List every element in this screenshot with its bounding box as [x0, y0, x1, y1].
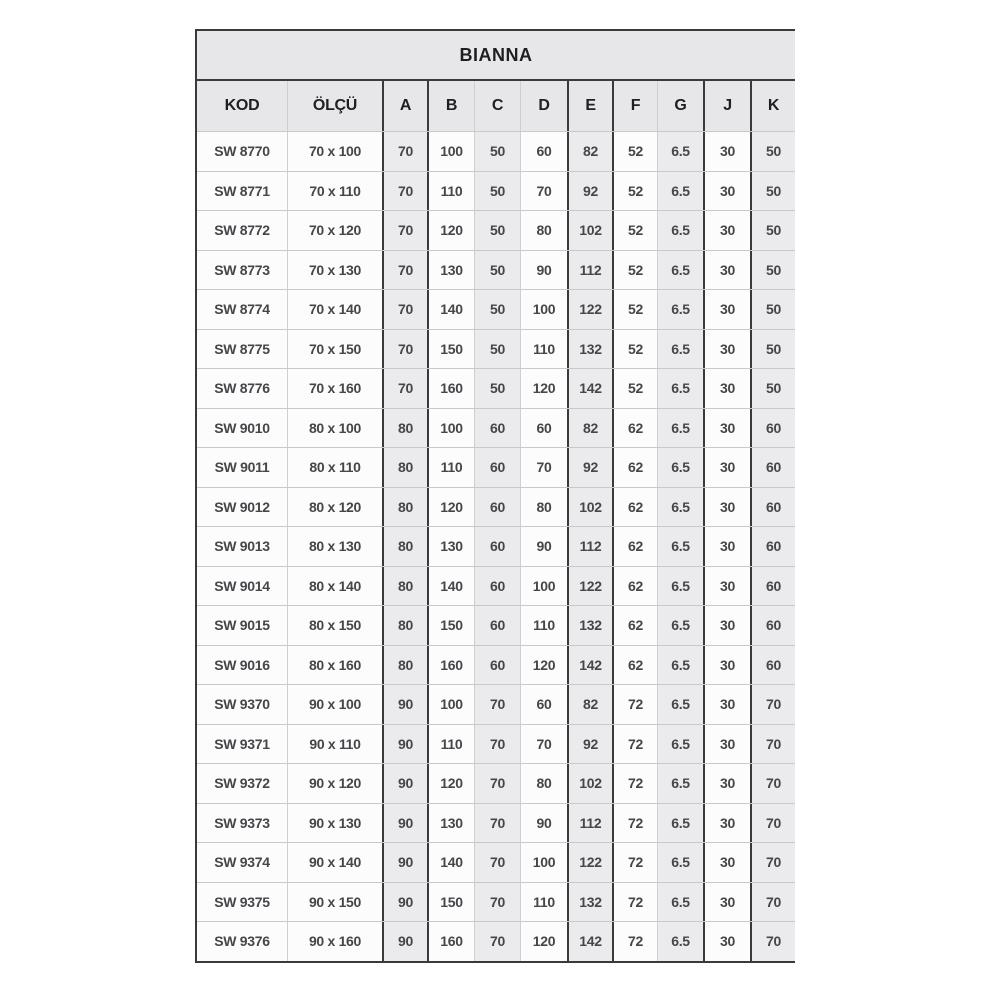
cell-g: 6.5 — [657, 211, 703, 250]
cell-g: 6.5 — [657, 330, 703, 369]
cell-b: 150 — [427, 330, 474, 369]
table-row — [197, 803, 795, 843]
table-row — [197, 408, 795, 448]
column-header-g: G — [657, 81, 703, 131]
cell-b: 140 — [427, 290, 474, 329]
cell-g: 6.5 — [657, 172, 703, 211]
cell-olcu: 90 x 120 — [287, 764, 382, 803]
cell-kod: SW 9372 — [197, 764, 287, 803]
cell-a: 80 — [382, 606, 427, 645]
column-header-f: F — [612, 81, 657, 131]
cell-olcu: 80 x 150 — [287, 606, 382, 645]
cell-olcu: 70 x 130 — [287, 251, 382, 290]
cell-j: 30 — [703, 132, 750, 171]
cell-c: 70 — [474, 922, 520, 961]
cell-c: 60 — [474, 448, 520, 487]
cell-kod: SW 9011 — [197, 448, 287, 487]
table-row — [197, 329, 795, 369]
cell-b: 130 — [427, 251, 474, 290]
column-header-e: E — [567, 81, 612, 131]
cell-a: 70 — [382, 211, 427, 250]
cell-b: 110 — [427, 448, 474, 487]
cell-d: 110 — [520, 883, 567, 922]
cell-kod: SW 9370 — [197, 685, 287, 724]
cell-k: 70 — [750, 804, 795, 843]
cell-b: 150 — [427, 883, 474, 922]
cell-k: 60 — [750, 527, 795, 566]
table-row — [197, 724, 795, 764]
cell-b: 160 — [427, 646, 474, 685]
cell-c: 50 — [474, 211, 520, 250]
cell-b: 120 — [427, 764, 474, 803]
cell-olcu: 80 x 130 — [287, 527, 382, 566]
cell-b: 130 — [427, 804, 474, 843]
cell-kod: SW 8776 — [197, 369, 287, 408]
cell-k: 50 — [750, 172, 795, 211]
cell-g: 6.5 — [657, 606, 703, 645]
cell-d: 110 — [520, 330, 567, 369]
cell-olcu: 90 x 110 — [287, 725, 382, 764]
cell-a: 70 — [382, 172, 427, 211]
cell-f: 62 — [612, 646, 657, 685]
cell-e: 122 — [567, 843, 612, 882]
cell-g: 6.5 — [657, 685, 703, 724]
cell-kod: SW 8773 — [197, 251, 287, 290]
cell-f: 62 — [612, 567, 657, 606]
cell-k: 50 — [750, 132, 795, 171]
table-header-row — [197, 81, 795, 131]
cell-f: 72 — [612, 685, 657, 724]
column-header-d: D — [520, 81, 567, 131]
cell-e: 132 — [567, 330, 612, 369]
cell-e: 82 — [567, 132, 612, 171]
cell-j: 30 — [703, 646, 750, 685]
cell-a: 80 — [382, 448, 427, 487]
cell-a: 70 — [382, 132, 427, 171]
cell-b: 160 — [427, 922, 474, 961]
cell-k: 60 — [750, 646, 795, 685]
cell-d: 80 — [520, 211, 567, 250]
table-row — [197, 250, 795, 290]
cell-e: 102 — [567, 211, 612, 250]
cell-b: 160 — [427, 369, 474, 408]
cell-f: 72 — [612, 804, 657, 843]
cell-j: 30 — [703, 448, 750, 487]
cell-olcu: 80 x 140 — [287, 567, 382, 606]
table-row — [197, 171, 795, 211]
cell-kod: SW 9015 — [197, 606, 287, 645]
cell-d: 120 — [520, 646, 567, 685]
cell-j: 30 — [703, 172, 750, 211]
cell-k: 50 — [750, 211, 795, 250]
cell-kod: SW 9373 — [197, 804, 287, 843]
table-row — [197, 921, 795, 961]
cell-e: 102 — [567, 488, 612, 527]
cell-d: 80 — [520, 764, 567, 803]
cell-j: 30 — [703, 843, 750, 882]
cell-a: 90 — [382, 804, 427, 843]
cell-c: 60 — [474, 409, 520, 448]
cell-e: 82 — [567, 685, 612, 724]
table-row — [197, 566, 795, 606]
cell-d: 120 — [520, 369, 567, 408]
cell-olcu: 90 x 130 — [287, 804, 382, 843]
cell-d: 100 — [520, 567, 567, 606]
cell-kod: SW 9016 — [197, 646, 287, 685]
cell-k: 60 — [750, 567, 795, 606]
cell-f: 52 — [612, 251, 657, 290]
cell-a: 90 — [382, 725, 427, 764]
cell-k: 50 — [750, 330, 795, 369]
cell-c: 60 — [474, 488, 520, 527]
cell-k: 50 — [750, 290, 795, 329]
cell-j: 30 — [703, 606, 750, 645]
cell-f: 52 — [612, 172, 657, 211]
cell-j: 30 — [703, 369, 750, 408]
cell-c: 50 — [474, 132, 520, 171]
cell-kod: SW 9376 — [197, 922, 287, 961]
cell-k: 70 — [750, 685, 795, 724]
cell-e: 122 — [567, 567, 612, 606]
table-body — [197, 131, 795, 961]
cell-c: 70 — [474, 764, 520, 803]
cell-d: 120 — [520, 922, 567, 961]
table-row — [197, 763, 795, 803]
cell-c: 70 — [474, 725, 520, 764]
cell-b: 140 — [427, 843, 474, 882]
table-row — [197, 526, 795, 566]
cell-d: 90 — [520, 251, 567, 290]
cell-k: 70 — [750, 843, 795, 882]
cell-c: 50 — [474, 290, 520, 329]
cell-g: 6.5 — [657, 448, 703, 487]
cell-k: 60 — [750, 448, 795, 487]
cell-e: 122 — [567, 290, 612, 329]
table-row — [197, 605, 795, 645]
cell-k: 70 — [750, 922, 795, 961]
cell-e: 112 — [567, 804, 612, 843]
cell-a: 90 — [382, 843, 427, 882]
cell-d: 90 — [520, 527, 567, 566]
cell-kod: SW 9371 — [197, 725, 287, 764]
cell-f: 72 — [612, 843, 657, 882]
cell-kod: SW 8771 — [197, 172, 287, 211]
cell-a: 90 — [382, 922, 427, 961]
table-row — [197, 210, 795, 250]
cell-olcu: 90 x 150 — [287, 883, 382, 922]
cell-f: 52 — [612, 369, 657, 408]
cell-e: 142 — [567, 922, 612, 961]
cell-olcu: 70 x 160 — [287, 369, 382, 408]
cell-olcu: 70 x 110 — [287, 172, 382, 211]
cell-c: 70 — [474, 804, 520, 843]
cell-j: 30 — [703, 251, 750, 290]
cell-g: 6.5 — [657, 725, 703, 764]
cell-j: 30 — [703, 211, 750, 250]
cell-k: 50 — [750, 369, 795, 408]
table-row — [197, 645, 795, 685]
cell-kod: SW 9010 — [197, 409, 287, 448]
cell-e: 112 — [567, 527, 612, 566]
cell-g: 6.5 — [657, 764, 703, 803]
cell-kod: SW 9013 — [197, 527, 287, 566]
cell-olcu: 70 x 120 — [287, 211, 382, 250]
cell-a: 80 — [382, 567, 427, 606]
cell-j: 30 — [703, 764, 750, 803]
cell-f: 62 — [612, 448, 657, 487]
cell-b: 120 — [427, 211, 474, 250]
cell-g: 6.5 — [657, 290, 703, 329]
table-row — [197, 487, 795, 527]
cell-j: 30 — [703, 527, 750, 566]
cell-e: 142 — [567, 646, 612, 685]
cell-olcu: 70 x 150 — [287, 330, 382, 369]
cell-g: 6.5 — [657, 646, 703, 685]
cell-j: 30 — [703, 725, 750, 764]
cell-a: 70 — [382, 251, 427, 290]
cell-kod: SW 8775 — [197, 330, 287, 369]
column-header-ölçü: ÖLÇÜ — [287, 81, 382, 131]
cell-a: 70 — [382, 330, 427, 369]
cell-j: 30 — [703, 685, 750, 724]
cell-f: 72 — [612, 725, 657, 764]
cell-b: 110 — [427, 725, 474, 764]
cell-c: 50 — [474, 251, 520, 290]
cell-c: 60 — [474, 646, 520, 685]
cell-j: 30 — [703, 330, 750, 369]
cell-c: 60 — [474, 527, 520, 566]
cell-f: 62 — [612, 606, 657, 645]
column-header-k: K — [750, 81, 795, 131]
cell-c: 60 — [474, 606, 520, 645]
cell-olcu: 70 x 100 — [287, 132, 382, 171]
cell-olcu: 80 x 110 — [287, 448, 382, 487]
cell-c: 50 — [474, 330, 520, 369]
cell-g: 6.5 — [657, 922, 703, 961]
cell-a: 80 — [382, 527, 427, 566]
cell-f: 72 — [612, 883, 657, 922]
cell-f: 62 — [612, 527, 657, 566]
table-title: BIANNA — [197, 31, 795, 81]
cell-e: 92 — [567, 725, 612, 764]
cell-olcu: 90 x 140 — [287, 843, 382, 882]
cell-d: 60 — [520, 685, 567, 724]
cell-g: 6.5 — [657, 251, 703, 290]
cell-b: 110 — [427, 172, 474, 211]
cell-g: 6.5 — [657, 843, 703, 882]
cell-j: 30 — [703, 488, 750, 527]
cell-b: 140 — [427, 567, 474, 606]
cell-d: 90 — [520, 804, 567, 843]
cell-c: 70 — [474, 843, 520, 882]
cell-k: 50 — [750, 251, 795, 290]
cell-k: 70 — [750, 725, 795, 764]
cell-f: 62 — [612, 488, 657, 527]
cell-g: 6.5 — [657, 567, 703, 606]
cell-g: 6.5 — [657, 132, 703, 171]
table-row — [197, 882, 795, 922]
column-header-b: B — [427, 81, 474, 131]
cell-kod: SW 9014 — [197, 567, 287, 606]
cell-kod: SW 8774 — [197, 290, 287, 329]
cell-a: 90 — [382, 764, 427, 803]
cell-c: 70 — [474, 685, 520, 724]
cell-d: 70 — [520, 172, 567, 211]
cell-olcu: 90 x 160 — [287, 922, 382, 961]
cell-k: 60 — [750, 409, 795, 448]
cell-olcu: 90 x 100 — [287, 685, 382, 724]
cell-b: 120 — [427, 488, 474, 527]
cell-kod: SW 9375 — [197, 883, 287, 922]
product-spec-table — [195, 29, 795, 963]
cell-a: 70 — [382, 369, 427, 408]
cell-c: 60 — [474, 567, 520, 606]
table-row — [197, 684, 795, 724]
cell-kod: SW 8772 — [197, 211, 287, 250]
column-header-c: C — [474, 81, 520, 131]
table-row — [197, 447, 795, 487]
cell-g: 6.5 — [657, 369, 703, 408]
cell-e: 82 — [567, 409, 612, 448]
cell-e: 142 — [567, 369, 612, 408]
cell-b: 100 — [427, 409, 474, 448]
cell-j: 30 — [703, 290, 750, 329]
cell-b: 100 — [427, 685, 474, 724]
cell-e: 132 — [567, 606, 612, 645]
cell-a: 80 — [382, 409, 427, 448]
cell-f: 52 — [612, 211, 657, 250]
cell-e: 102 — [567, 764, 612, 803]
cell-d: 100 — [520, 290, 567, 329]
cell-c: 50 — [474, 172, 520, 211]
cell-g: 6.5 — [657, 488, 703, 527]
cell-f: 62 — [612, 409, 657, 448]
cell-f: 52 — [612, 132, 657, 171]
table-row — [197, 131, 795, 171]
cell-e: 112 — [567, 251, 612, 290]
cell-d: 60 — [520, 132, 567, 171]
cell-olcu: 70 x 140 — [287, 290, 382, 329]
cell-e: 132 — [567, 883, 612, 922]
cell-e: 92 — [567, 448, 612, 487]
cell-olcu: 80 x 100 — [287, 409, 382, 448]
cell-a: 90 — [382, 685, 427, 724]
cell-k: 60 — [750, 488, 795, 527]
cell-b: 150 — [427, 606, 474, 645]
cell-j: 30 — [703, 804, 750, 843]
cell-k: 70 — [750, 883, 795, 922]
cell-j: 30 — [703, 567, 750, 606]
cell-d: 70 — [520, 725, 567, 764]
cell-g: 6.5 — [657, 804, 703, 843]
cell-d: 110 — [520, 606, 567, 645]
cell-olcu: 80 x 120 — [287, 488, 382, 527]
cell-a: 80 — [382, 646, 427, 685]
cell-g: 6.5 — [657, 883, 703, 922]
column-header-kod: KOD — [197, 81, 287, 131]
cell-a: 90 — [382, 883, 427, 922]
cell-c: 50 — [474, 369, 520, 408]
cell-kod: SW 9374 — [197, 843, 287, 882]
column-header-j: J — [703, 81, 750, 131]
cell-kod: SW 8770 — [197, 132, 287, 171]
cell-d: 100 — [520, 843, 567, 882]
cell-a: 70 — [382, 290, 427, 329]
cell-g: 6.5 — [657, 527, 703, 566]
column-header-a: A — [382, 81, 427, 131]
cell-j: 30 — [703, 409, 750, 448]
cell-g: 6.5 — [657, 409, 703, 448]
cell-f: 52 — [612, 290, 657, 329]
cell-j: 30 — [703, 883, 750, 922]
cell-f: 72 — [612, 764, 657, 803]
cell-e: 92 — [567, 172, 612, 211]
cell-b: 100 — [427, 132, 474, 171]
cell-k: 60 — [750, 606, 795, 645]
cell-k: 70 — [750, 764, 795, 803]
cell-f: 52 — [612, 330, 657, 369]
table-row — [197, 289, 795, 329]
cell-d: 70 — [520, 448, 567, 487]
cell-b: 130 — [427, 527, 474, 566]
cell-c: 70 — [474, 883, 520, 922]
cell-j: 30 — [703, 922, 750, 961]
cell-olcu: 80 x 160 — [287, 646, 382, 685]
cell-f: 72 — [612, 922, 657, 961]
cell-kod: SW 9012 — [197, 488, 287, 527]
cell-d: 60 — [520, 409, 567, 448]
cell-d: 80 — [520, 488, 567, 527]
table-row — [197, 368, 795, 408]
cell-a: 80 — [382, 488, 427, 527]
table-row — [197, 842, 795, 882]
